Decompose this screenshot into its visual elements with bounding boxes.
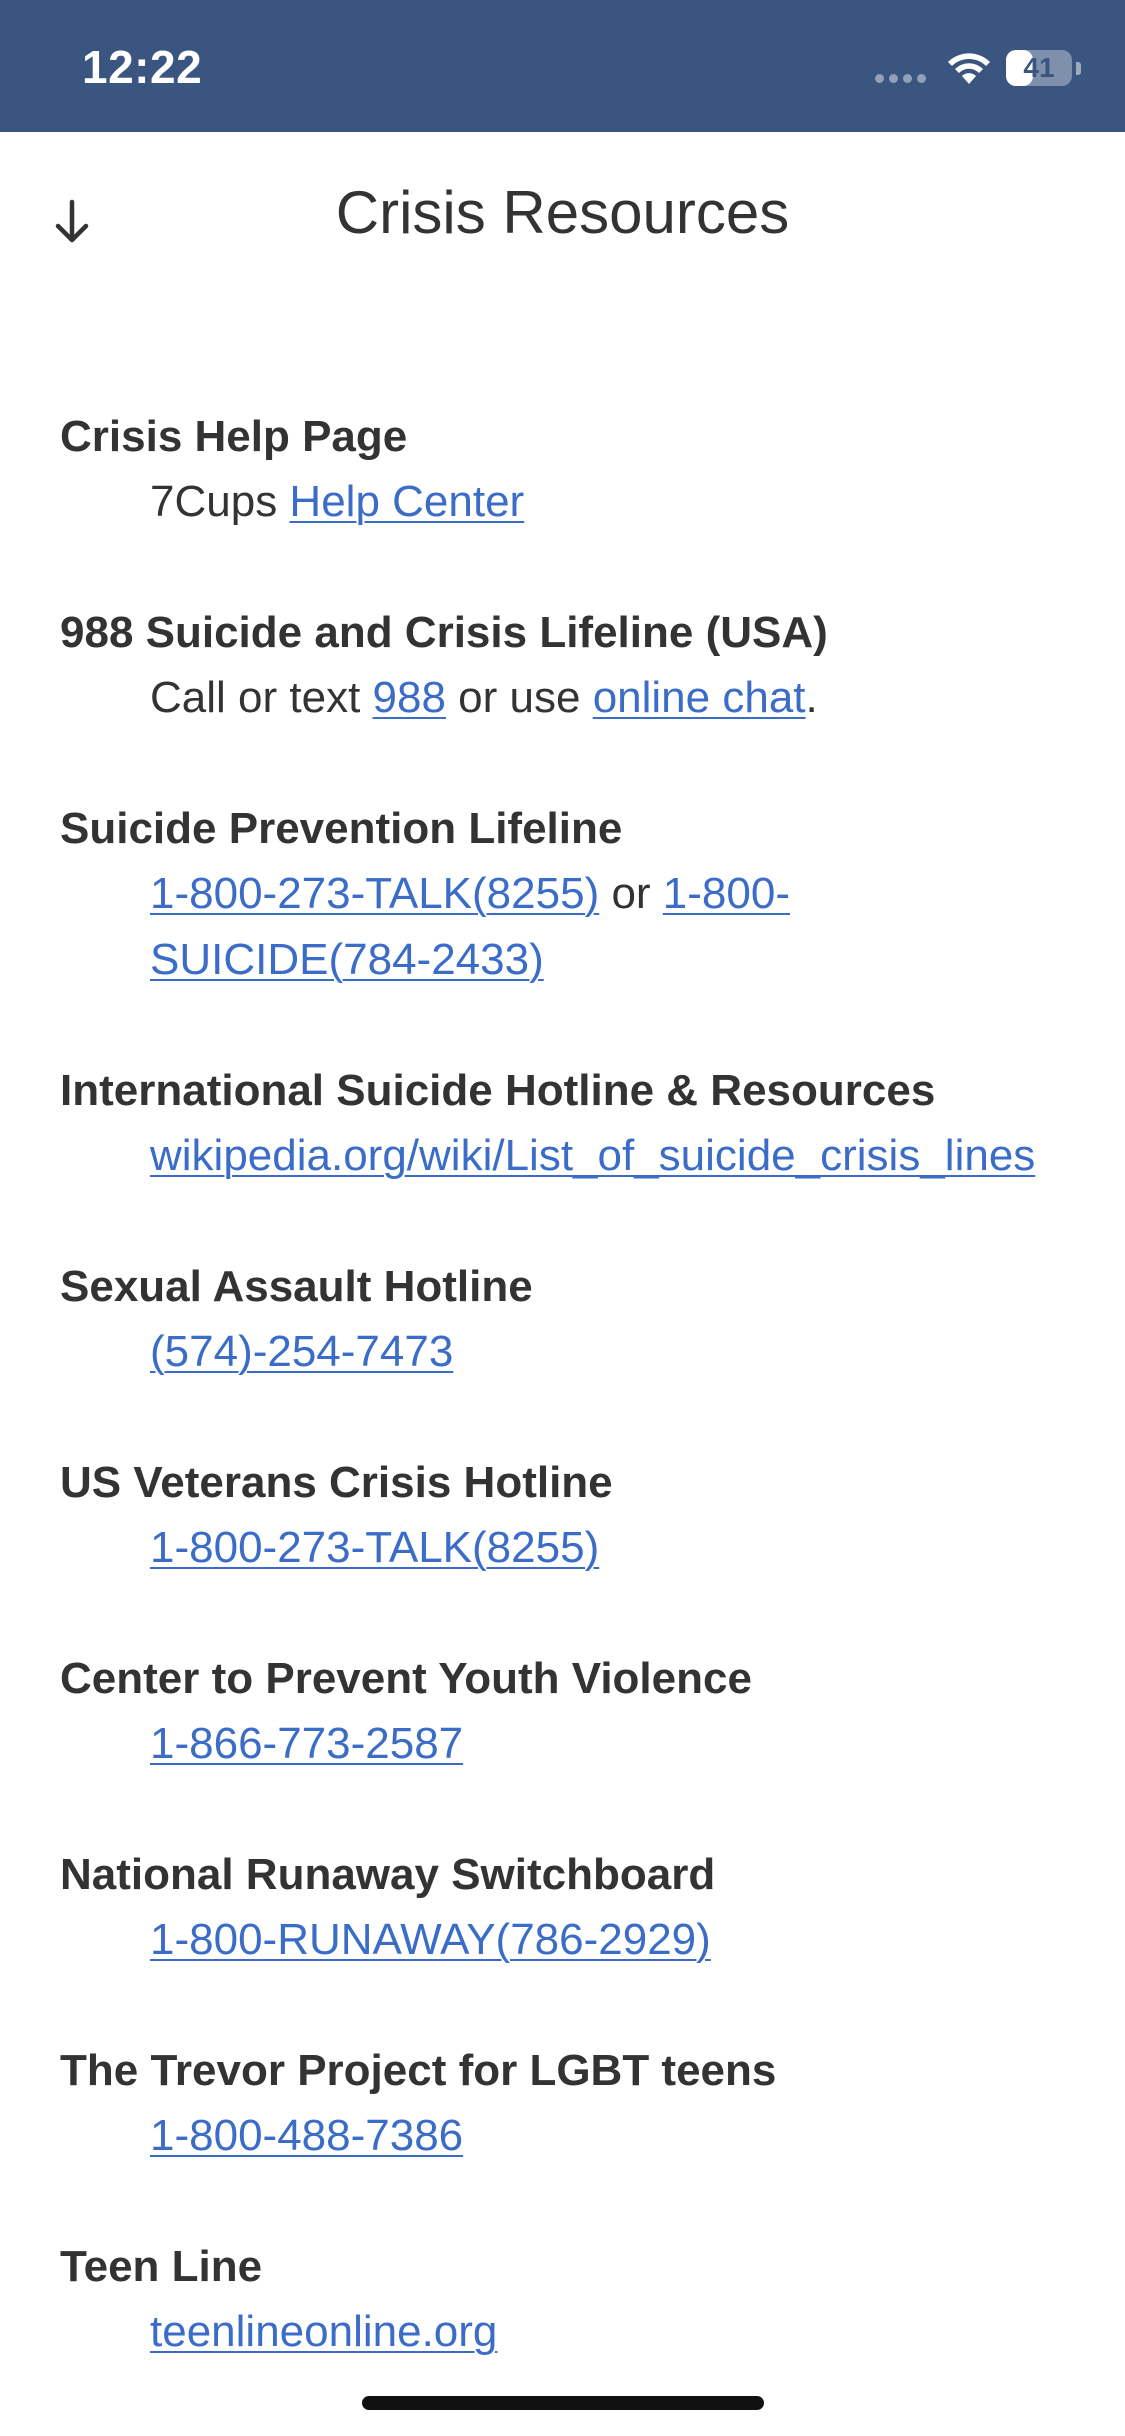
- wifi-icon: [946, 50, 992, 86]
- resource-link[interactable]: 1-800-488-7386: [150, 2111, 464, 2160]
- resource-item: [60, 1059, 1070, 1189]
- resource-link[interactable]: 1-866-773-2587: [150, 1719, 464, 1768]
- status-icons: [875, 46, 1081, 90]
- resource-text: or use: [445, 673, 593, 722]
- resource-title: National Runaway Switchboard: [60, 1850, 716, 1899]
- resource-link[interactable]: 1-800-RUNAWAY(786-2929): [150, 1915, 711, 1964]
- resource-body: [60, 861, 1070, 993]
- status-bar: [0, 0, 1125, 132]
- resource-item: [60, 797, 1070, 993]
- resource-title: 988 Suicide and Crisis Lifeline (USA): [60, 608, 828, 657]
- page-title: Crisis Resources: [335, 179, 790, 246]
- resource-title: US Veterans Crisis Hotline: [60, 1458, 613, 1507]
- resource-item: [60, 601, 1070, 731]
- battery-cap: [1076, 62, 1081, 75]
- nav-header: [0, 132, 1125, 302]
- resource-body: [60, 2299, 1070, 2365]
- resource-title: Crisis Help Page: [60, 412, 408, 461]
- resource-title: International Suicide Hotline & Resources: [60, 1066, 936, 1115]
- resource-link[interactable]: Help Center: [289, 477, 525, 526]
- resource-link[interactable]: online chat: [592, 673, 806, 722]
- resource-link[interactable]: 1-800-273-TALK(8255): [150, 1523, 600, 1572]
- resource-body: [60, 1711, 1070, 1777]
- resource-title: Teen Line: [60, 2242, 263, 2291]
- resource-link[interactable]: teenlineonline.org: [150, 2307, 498, 2356]
- cellular-signal-icon: [875, 53, 926, 83]
- resource-text: or: [599, 869, 663, 918]
- home-indicator[interactable]: [362, 2396, 764, 2410]
- resource-body: [60, 469, 1070, 535]
- resource-link[interactable]: 1-800-273-TALK(8255): [150, 869, 600, 918]
- resource-item: [60, 1647, 1070, 1777]
- resource-item: [60, 2039, 1070, 2169]
- resource-body: [60, 1319, 1070, 1385]
- resource-item: [60, 1255, 1070, 1385]
- resource-text: Call or text: [150, 673, 373, 722]
- resource-body: [60, 1123, 1070, 1189]
- resource-list: [60, 405, 1070, 2431]
- battery-level: 41: [1023, 52, 1055, 83]
- battery-icon: [1006, 50, 1072, 86]
- resource-item: [60, 1451, 1070, 1581]
- resource-link[interactable]: wikipedia.org/wiki/List_of_suicide_crisis_lines: [150, 1131, 1036, 1180]
- resource-link[interactable]: 1-800-SUICIDE(784-2433): [150, 869, 790, 984]
- resource-title: Center to Prevent Youth Violence: [60, 1654, 752, 1703]
- status-time: 12:22: [82, 41, 203, 93]
- resource-item: [60, 405, 1070, 535]
- resource-link[interactable]: 988: [372, 673, 446, 722]
- resource-body: [60, 1515, 1070, 1581]
- resource-body: [60, 665, 1070, 731]
- resource-title: The Trevor Project for LGBT teens: [60, 2046, 777, 2095]
- resource-text: 7Cups: [150, 477, 290, 526]
- resource-text: .: [805, 673, 818, 722]
- resource-title: Suicide Prevention Lifeline: [60, 804, 623, 853]
- resource-body: [60, 2103, 1070, 2169]
- resource-body: [60, 1907, 1070, 1973]
- resource-item: [60, 2235, 1070, 2365]
- resource-title: Sexual Assault Hotline: [60, 1262, 533, 1311]
- resource-item: [60, 1843, 1070, 1973]
- resource-link[interactable]: (574)-254-7473: [150, 1327, 454, 1376]
